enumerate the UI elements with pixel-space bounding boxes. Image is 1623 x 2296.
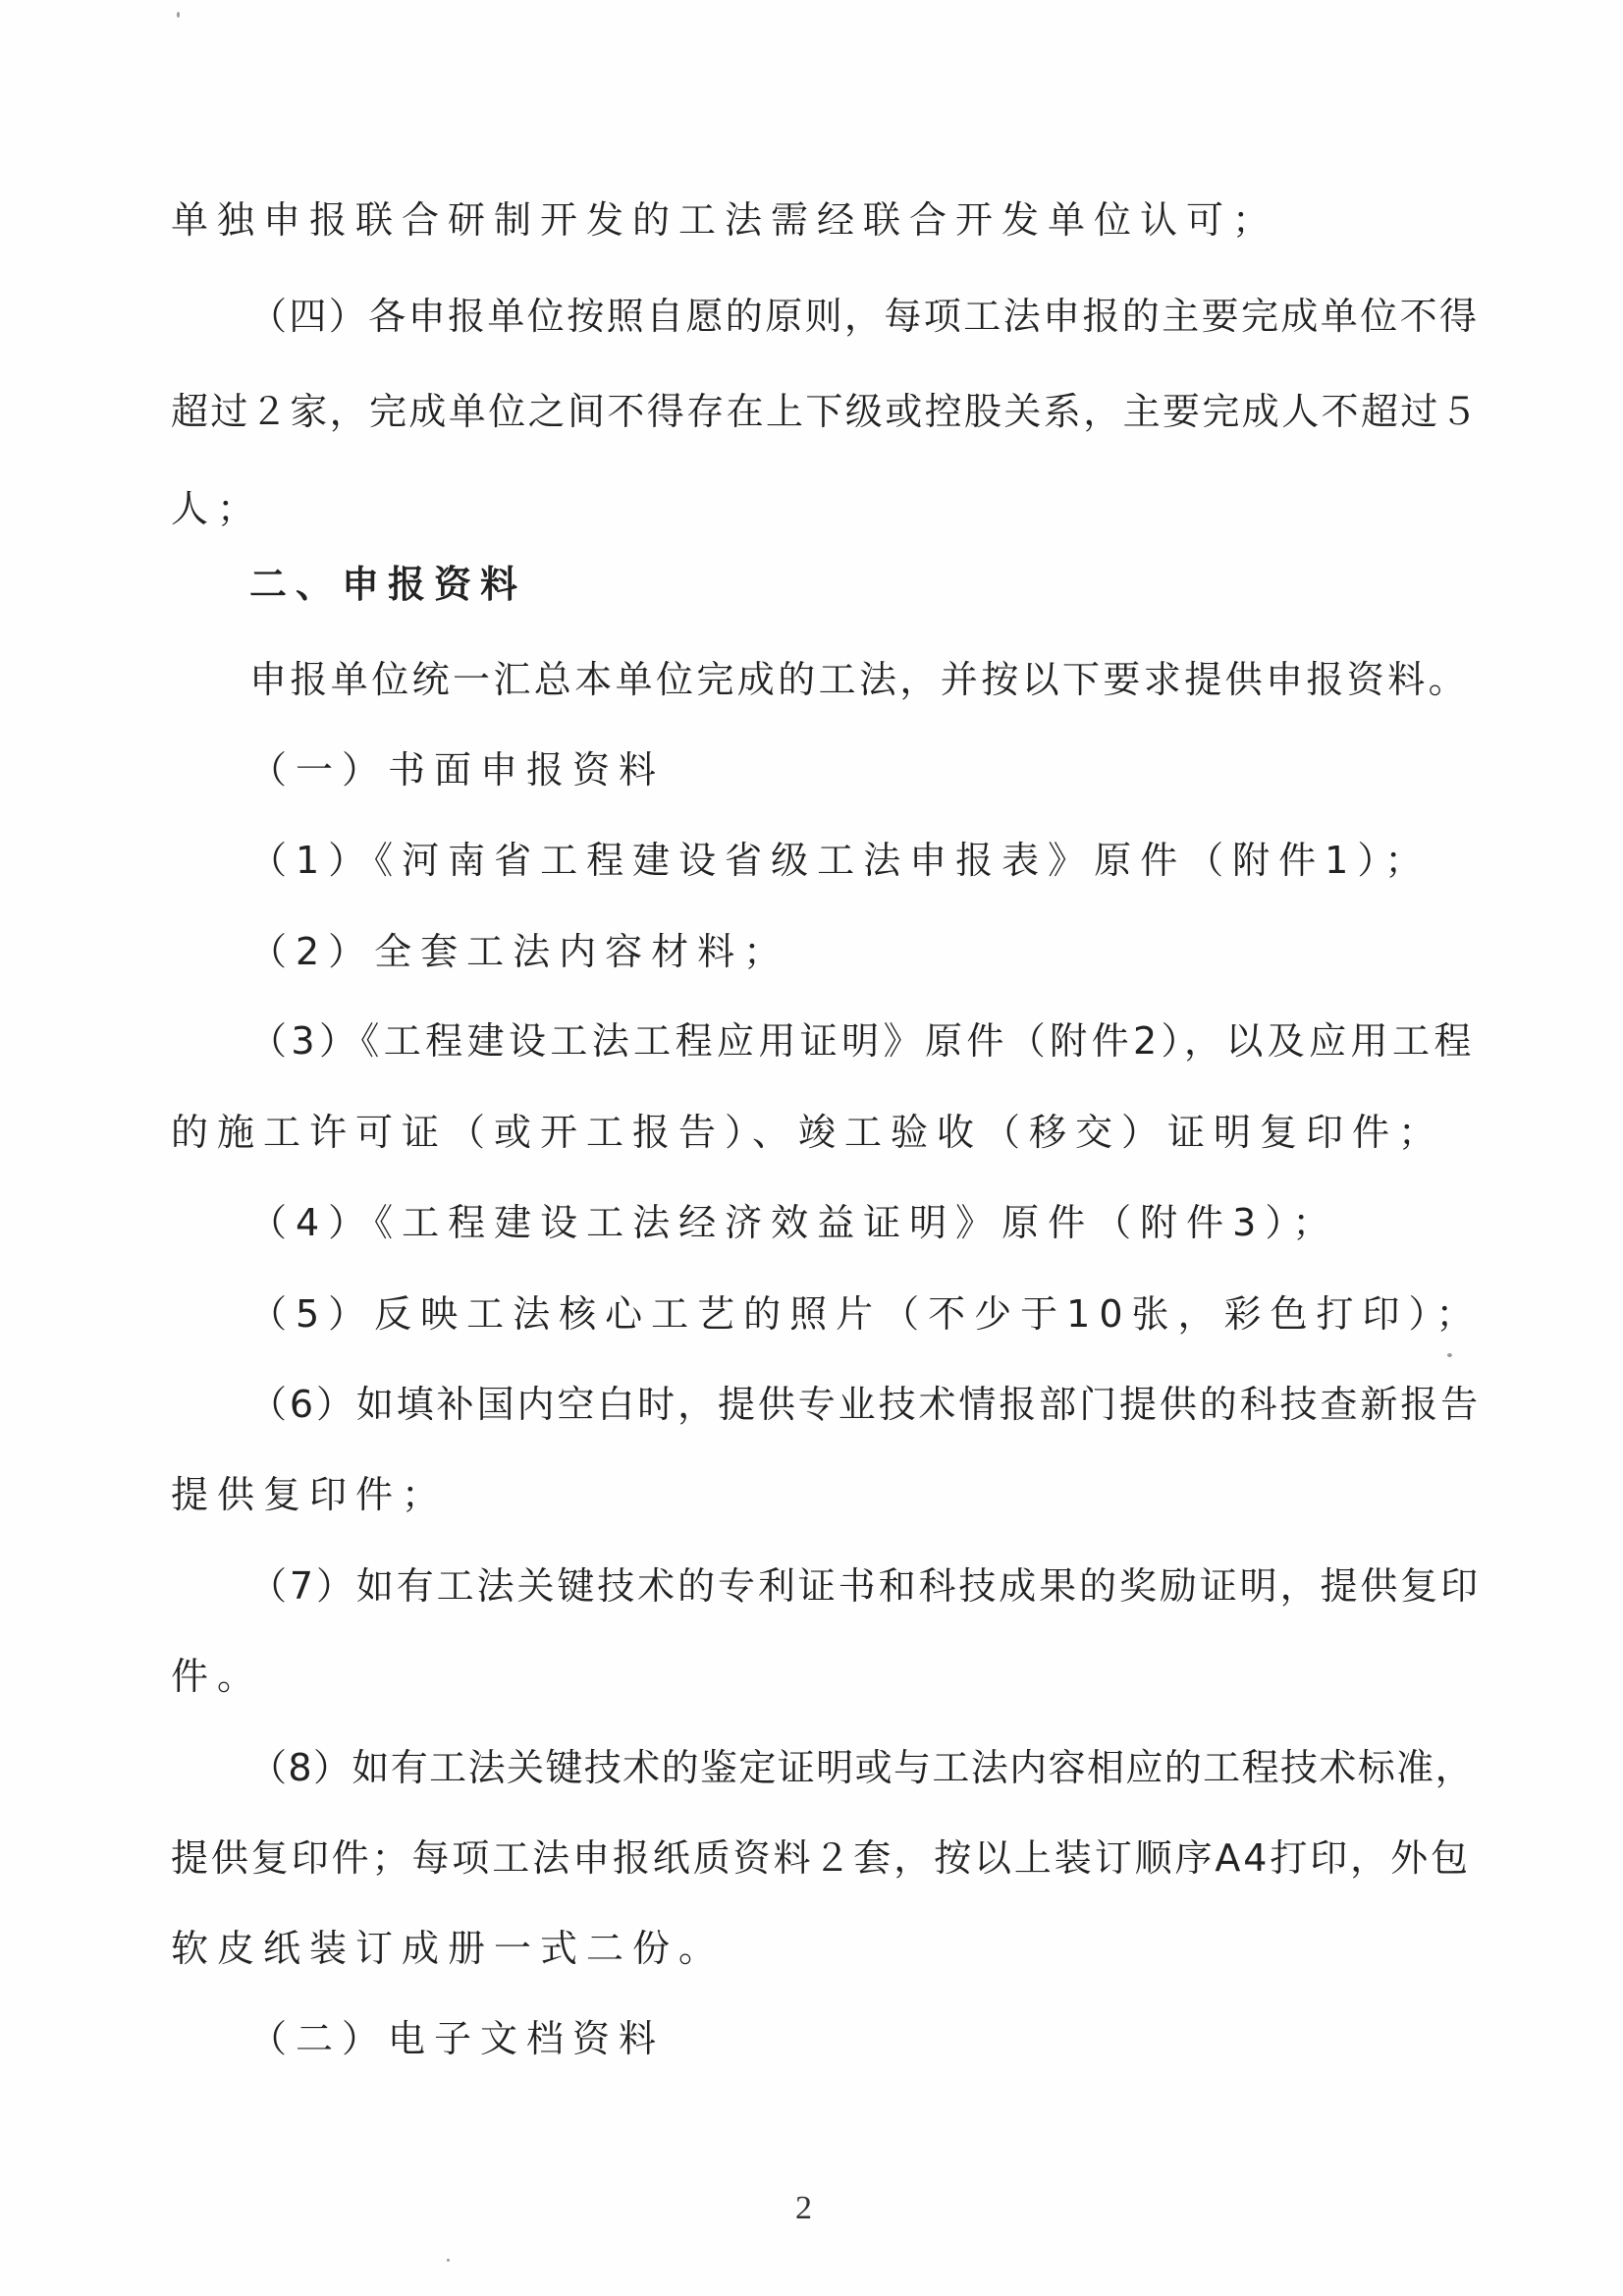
scan-speck [177, 12, 180, 18]
list-item: （5）反映工法核心工艺的照片（不少于10张，彩色打印）； [249, 1292, 1483, 1336]
list-item: （7）如有工法关键技术的专利证书和科技成果的奖励证明，提供复印 [249, 1564, 1482, 1608]
list-item-continuation: 件。 [171, 1655, 264, 1698]
list-item-continuation: 的施工许可证（或开工报告）、竣工验收（移交）证明复印件； [171, 1111, 1445, 1154]
paragraph-line: 申报单位统一汇总本单位完成的工法，并按以下要求提供申报资料。 [249, 658, 1470, 701]
list-item-continuation: 提供复印件；每项工法申报纸质资料２套，按以上装订顺序A4打印，外包 [171, 1836, 1471, 1880]
page-number: 2 [795, 2190, 812, 2226]
paragraph-line: 单独申报联合研制开发的工法需经联合开发单位认可； [171, 198, 1279, 242]
list-item: （8）如有工法关键技术的鉴定证明或与工法内容相应的工程技术标准， [249, 1746, 1474, 1789]
list-item-continuation: 软皮纸装订成册一式二份。 [171, 1927, 726, 1970]
list-item-continuation: 提供复印件； [171, 1473, 449, 1516]
subsection-heading: （二）电子文档资料 [249, 2017, 666, 2060]
list-item: （6）如填补国内空白时，提供专业技术情报部门提供的科技查新报告 [249, 1383, 1482, 1426]
list-item: （3）《工程建设工法工程应用证明》原件（附件2），以及应用工程 [249, 1019, 1476, 1063]
scan-speck [1447, 1353, 1452, 1357]
paragraph-line: 超过２家，完成单位之间不得存在上下级或控股关系，主要完成人不超过５ [171, 390, 1481, 433]
list-item: （1）《河南省工程建设省级工法申报表》原件（附件1）； [249, 839, 1432, 882]
paragraph-line: 人； [171, 487, 264, 530]
subsection-heading: （一）书面申报资料 [249, 748, 666, 792]
paragraph-line: （四）各申报单位按照自愿的原则，每项工法申报的主要完成单位不得 [249, 295, 1480, 338]
scan-speck [447, 2259, 450, 2262]
list-item: （4）《工程建设工法经济效益证明》原件（附件3）； [249, 1201, 1339, 1244]
list-item: （2）全套工法内容材料； [249, 930, 790, 973]
section-heading: 二、申报资料 [249, 563, 527, 606]
